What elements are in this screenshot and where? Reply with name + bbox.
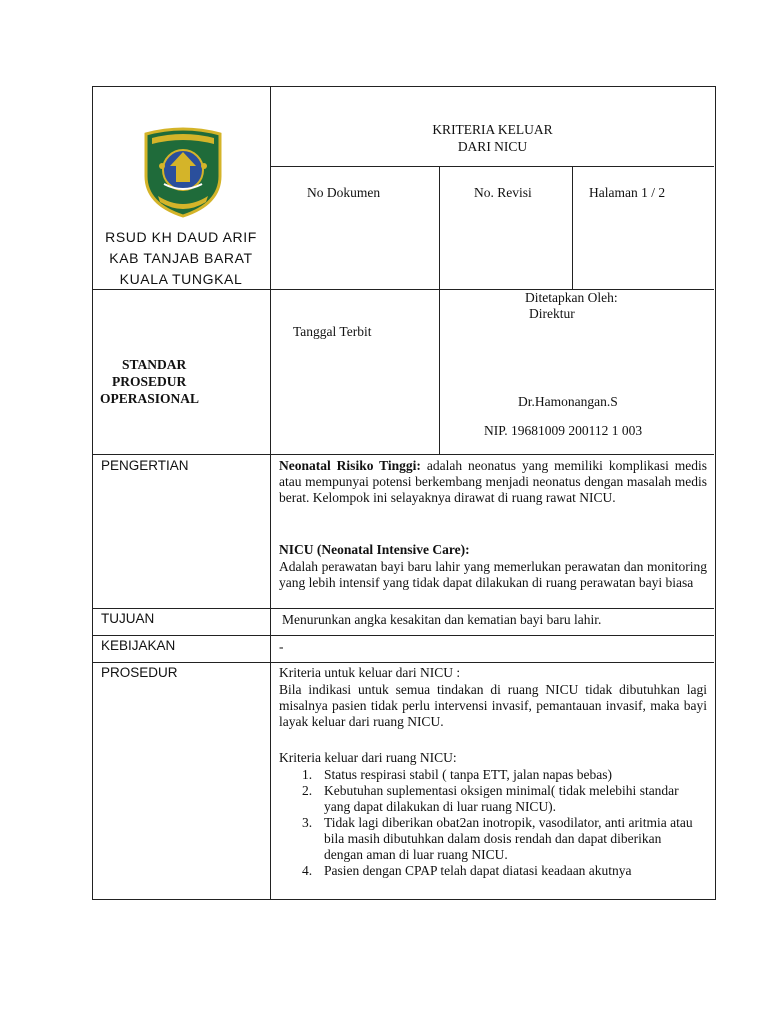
list-item-number: 2. xyxy=(302,783,313,798)
criteria-list xyxy=(302,767,694,879)
tujuan-text: Menurunkan angka kesakitan dan kematian bayi baru lahir. xyxy=(282,612,602,627)
divider-meta-1 xyxy=(439,166,440,454)
list-item-text: Tidak lagi diberikan obat2an inotropik, vasodilator, anti aritmia atau bila masih dibutuhkan dalam dosis rendah dan dapat diberikan dengan aman di luar ruang NICU. xyxy=(324,815,693,862)
pengertian-paragraph-1 xyxy=(279,458,707,506)
divider-meta-2 xyxy=(572,166,573,289)
divider-kebijakan xyxy=(92,662,714,663)
hospital-name-line3: KUALA TUNGKAL xyxy=(119,271,243,287)
list-item-number: 1. xyxy=(302,767,313,782)
list-item xyxy=(302,863,694,879)
revision-label: No. Revisi xyxy=(474,185,532,200)
document-title-line2: DARI NICU xyxy=(457,139,528,154)
approver-name: Dr.Hamonangan.S xyxy=(518,394,618,409)
list-item-text: Status respirasi stabil ( tanpa ETT, jalan napas bebas) xyxy=(324,767,613,782)
hospital-logo-icon xyxy=(140,126,226,218)
sop-label-line1: STANDAR xyxy=(122,357,187,372)
section-label-pengertian: PENGERTIAN xyxy=(101,458,189,473)
approved-by-label: Ditetapkan Oleh: xyxy=(525,290,618,305)
prosedur-intro-title: Kriteria untuk keluar dari NICU : xyxy=(279,665,461,680)
section-label-prosedur: PROSEDUR xyxy=(101,665,178,680)
sop-label-line2: PROSEDUR xyxy=(112,374,187,389)
list-item xyxy=(302,783,694,815)
issue-date-label: Tanggal Terbit xyxy=(293,324,372,339)
list-item-number: 4. xyxy=(302,863,313,878)
pengertian-definition: adalah neonatus yang memiliki komplikasi medis atau mempunyai potensi berkembang menjadi neonatus dengan masalah medis berat. Kelompok ini selayaknya dirawat di ruang rawat NICU. xyxy=(279,458,708,505)
list-item-text: Kebutuhan suplementasi oksigen minimal( tidak melebihi standar yang dapat dilakukan di luar ruang NICU). xyxy=(324,783,679,814)
divider-title xyxy=(271,166,714,167)
divider-pengertian xyxy=(92,608,714,609)
list-item xyxy=(302,767,694,783)
hospital-name-line2: KAB TANJAB BARAT xyxy=(109,250,253,266)
kebijakan-text: - xyxy=(279,639,284,654)
list-item xyxy=(302,815,694,863)
doc-number-label: No Dokumen xyxy=(307,185,381,200)
divider-sop xyxy=(92,454,714,455)
section-label-tujuan: TUJUAN xyxy=(101,611,155,626)
section-label-kebijakan: KEBIJAKAN xyxy=(101,638,176,653)
prosedur-intro-text: Bila indikasi untuk semua tindakan di ruang NICU tidak dibutuhkan lagi misalnya pasien tidak perlu intervensi invasif, pemantauan invasif, maka bayi layak keluar dari ruang NICU. xyxy=(279,682,707,729)
list-item-number: 3. xyxy=(302,815,313,830)
document-title-line1: KRITERIA KELUAR xyxy=(432,122,553,137)
approver-role: Direktur xyxy=(529,306,575,321)
pengertian-term: Neonatal Risiko Tinggi: xyxy=(279,458,421,473)
hospital-name-line1: RSUD KH DAUD ARIF xyxy=(105,229,257,245)
page-label: Halaman 1 / 2 xyxy=(589,185,666,200)
nicu-heading: NICU (Neonatal Intensive Care): xyxy=(279,542,470,557)
divider-tujuan xyxy=(92,635,714,636)
sop-label-line3: OPERASIONAL xyxy=(100,391,200,406)
prosedur-list-title: Kriteria keluar dari ruang NICU: xyxy=(279,750,457,765)
list-item-text: Pasien dengan CPAP telah dapat diatasi keadaan akutnya xyxy=(324,863,632,878)
divider-header xyxy=(92,289,714,290)
divider-left-column xyxy=(270,86,271,899)
nicu-definition: Adalah perawatan bayi baru lahir yang memerlukan perawatan dan monitoring yang lebih intensif yang tidak dapat dilakukan di ruang perawatan bayi biasa xyxy=(279,559,707,590)
approver-nip: NIP. 19681009 200112 1 003 xyxy=(484,423,643,438)
